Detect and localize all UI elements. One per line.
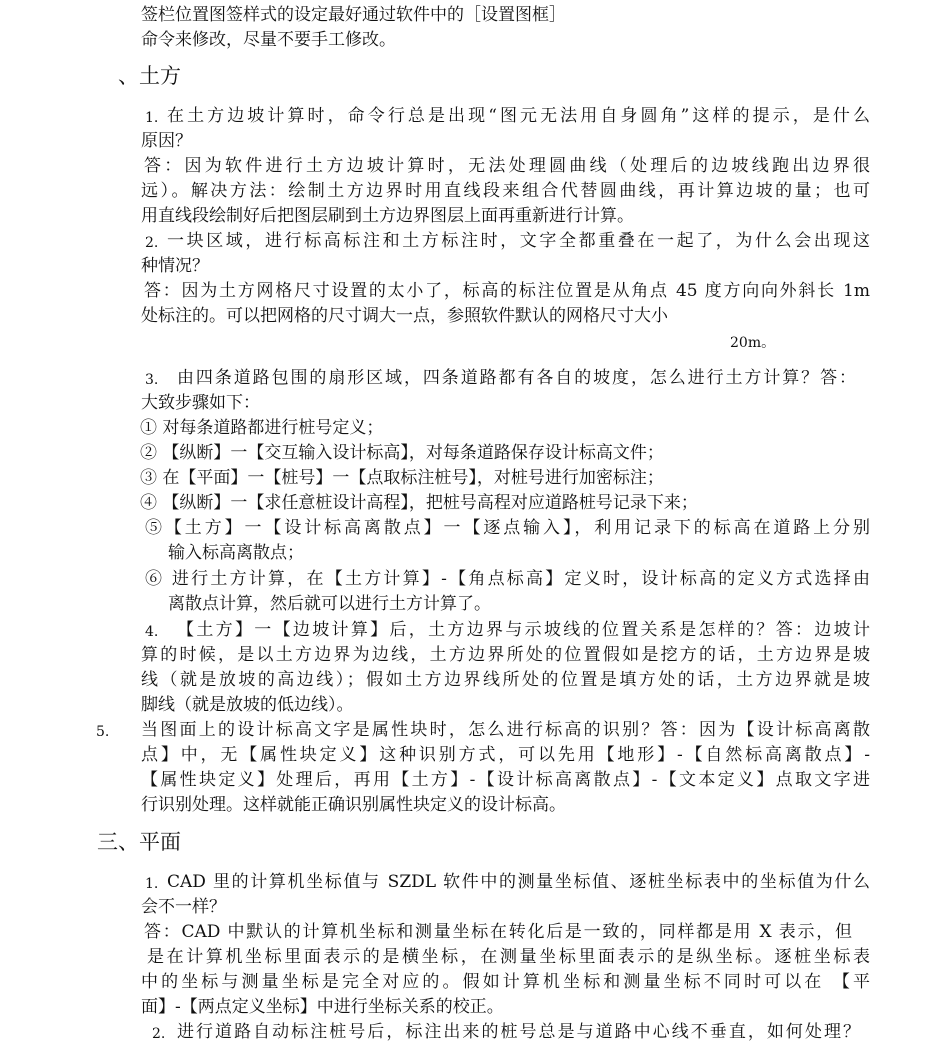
- text-line: 在土方边坡计算时，命令行总是出现“图元无法用自身圆角”这样的提示，是什么: [167, 106, 870, 126]
- text-line: 原因？: [141, 131, 192, 151]
- text-line: 行识别处理。这样就能正确识别属性块定义的设计标高。: [141, 795, 566, 815]
- list-item: ④ 【纵断】一【求任意桩设计高程】，把桩号高程对应道路桩号记录下来；: [140, 493, 698, 513]
- text-line: 【属性块定义】处理后，再用【土方】-【设计标高离散点】-【文本定义】点取文字进: [141, 770, 870, 790]
- list-item: ③ 在【平面】一【桩号】一【点取标注桩号】，对桩号进行加密标注；: [140, 468, 664, 488]
- list-item-continued: 离散点计算，然后就可以进行土方计算了。: [168, 594, 491, 614]
- text-line: 一块区域，进行标高标注和土方标注时，文字全都重叠在一起了，为什么会出现这: [167, 231, 870, 251]
- text-line: 点】中，无【属性块定义】这种识别方式，可以先用【地形】-【自然标高离散点】-: [141, 745, 870, 765]
- text-line: 是在计算机坐标里面表示的是横坐标，在测量坐标里面表示的是纵坐标。逐桩坐标表: [147, 947, 870, 967]
- list-item-continued: 输入标高离散点；: [168, 543, 304, 563]
- text-line: 处标注的。可以把网格的尺寸调大一点，参照软件默认的网格尺寸大小: [141, 306, 668, 326]
- question-number: 2.: [152, 1026, 166, 1042]
- list-item: ② 【纵断】一【交互输入设计标高】，对每条道路保存设计标高文件；: [140, 443, 664, 463]
- text-line: 答：因为土方网格尺寸设置的太小了，标高的标注位置是从角点 45 度方向向外斜长 1m: [144, 281, 870, 301]
- section-heading-earthwork: 、土方: [118, 64, 181, 88]
- text-line: 算的时候，是以土方边界为边线，土方边界所处的位置假如是挖方的话，土方边界是坡: [141, 645, 870, 665]
- text-line: 会不一样？: [141, 897, 226, 917]
- text-line: CAD 里的计算机坐标值与 SZDL 软件中的测量坐标值、逐桩坐标表中的坐标值为什么: [167, 872, 870, 892]
- question-number: 1.: [145, 876, 159, 892]
- text-line: 中的坐标与测量坐标是完全对应的。假如计算机坐标和测量坐标不同时可以在 【平: [141, 972, 870, 992]
- text-line: 命令来修改，尽量不要手工修改。: [141, 30, 396, 50]
- text-line: 当图面上的设计标高文字是属性块时，怎么进行标高的识别？答：因为【设计标高离散: [141, 720, 870, 740]
- text-line: 面】-【两点定义坐标】中进行坐标关系的校正。: [141, 997, 504, 1017]
- text-line: 种情况？: [141, 256, 209, 276]
- text-line: 答：因为软件进行土方边坡计算时，无法处理圆曲线（处理后的边坡线跑出边界很: [144, 156, 870, 176]
- text-line: 答：CAD 中默认的计算机坐标和测量坐标在转化后是一致的，同样都是用 X 表示，但: [144, 922, 852, 942]
- text-line: 大致步骤如下：: [141, 393, 260, 413]
- list-item: ⑥ 进行土方计算，在【土方计算】-【角点标高】定义时，设计标高的定义方式选择由: [145, 569, 870, 589]
- text-line: 脚线（就是放坡的低边线）。: [141, 695, 354, 715]
- list-item: ① 对每条道路都进行桩号定义；: [140, 418, 384, 438]
- question-number: 3.: [145, 372, 159, 388]
- question-number: 1.: [145, 110, 159, 126]
- list-item: ⑤【土方】一【设计标高离散点】一【逐点输入】，利用记录下的标高在道路上分别: [145, 518, 870, 538]
- text-line: 【土方】一【边坡计算】后，土方边界与示坡线的位置关系是怎样的？答：边坡计: [177, 620, 870, 640]
- question-number: 4.: [145, 624, 159, 640]
- section-heading-plane: 三、平面: [97, 830, 181, 854]
- text-line: 用直线段绘制好后把图层刷到土方边界图层上面再重新进行计算。: [141, 206, 634, 226]
- text-line: 线（就是放坡的高边线）；假如土方边界线所处的位置是填方处的话，土方边界就是坡: [141, 670, 870, 690]
- text-line: 签栏位置图签样式的设定最好通过软件中的［设置图框］: [141, 5, 566, 25]
- text-line: 进行道路自动标注桩号后，标注出来的桩号总是与道路中心线不垂直，如何处理？: [177, 1022, 860, 1042]
- text-line: 由四条道路包围的扇形区域，四条道路都有各自的坡度，怎么进行土方计算？答：: [177, 368, 856, 388]
- question-number: 2.: [145, 235, 159, 251]
- text-line: 20m。: [730, 335, 776, 351]
- text-line: 远）。解决方法：绘制土方边界时用直线段来组合代替圆曲线，再计算边坡的量；也可: [141, 181, 870, 201]
- question-number: 5.: [96, 724, 110, 740]
